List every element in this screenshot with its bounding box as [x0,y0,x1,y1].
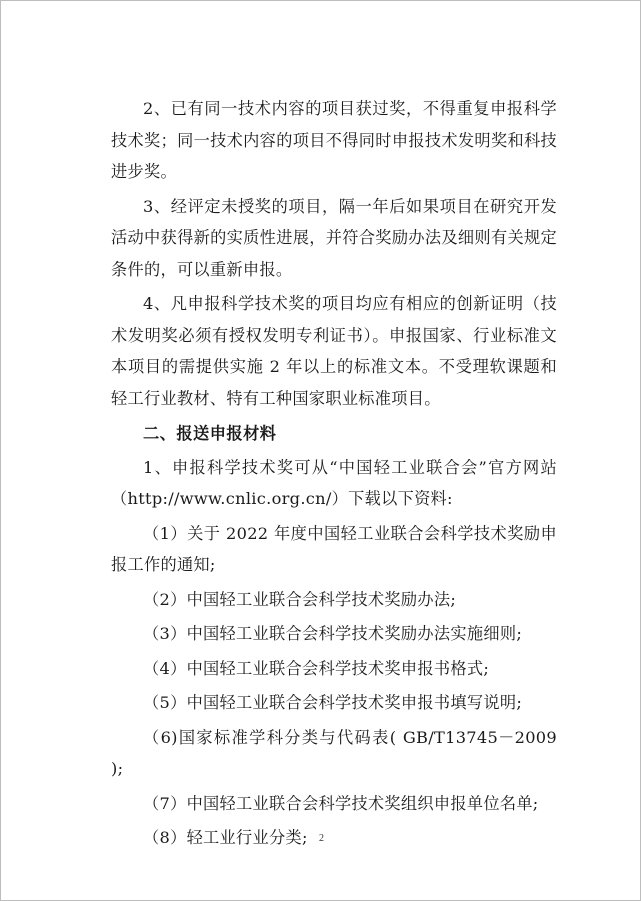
document-body [111,93,557,854]
paragraph-rule-2: 2、已有同一技术内容的项目获过奖，不得重复申报科学技术奖；同一技术内容的项目不得同时申报技术发明奖和科技进步奖。 [111,99,557,181]
page-number: 2 [319,833,324,844]
list-item: （8）轻工业行业分类; [143,828,308,847]
paragraph-rule-3: 3、经评定未授奖的项目，隔一年后如果项目在研究开发活动中获得新的实质性进展，并符合奖励办法及细则有关规定条件的，可以重新申报。 [111,196,557,279]
list-item: （3）中国轻工业联合会科学技术奖励办法实施细则; [143,624,523,643]
list-item: （6)国家标准学科分类与代码表( GB/T13745－2009 ); [111,727,557,778]
list-item: （2）中国轻工业联合会科学技术奖励办法; [143,589,457,609]
list-item: （5）中国轻工业联合会科学技术奖申报书填写说明; [143,693,523,712]
list-item: （1）关于 2022 年度中国轻工业联合会科学技术奖励申报工作的通知; [111,523,557,574]
section-intro: 1、申报科学技术奖可从“中国轻工业联合会”官方网站（http://www.cnlic.org.cn/）下载以下资料: [111,457,557,508]
section-heading: 二、报送申报材料 [143,424,277,443]
list-item: （7）中国轻工业联合会科学技术奖组织申报单位名单; [143,793,539,813]
paragraph-rule-4: 4、凡申报科学技术奖的项目均应有相应的创新证明（技术发明奖必须有授权发明专利证书）。申报国家、行业标准文本项目的需提供实施 2 年以上的标准文本。不受理软课题和轻工行业教材、特有工种国家职业标准项目。 [111,294,557,408]
list-item: （4）中国轻工业联合会科学技术奖申报书格式; [143,658,490,678]
